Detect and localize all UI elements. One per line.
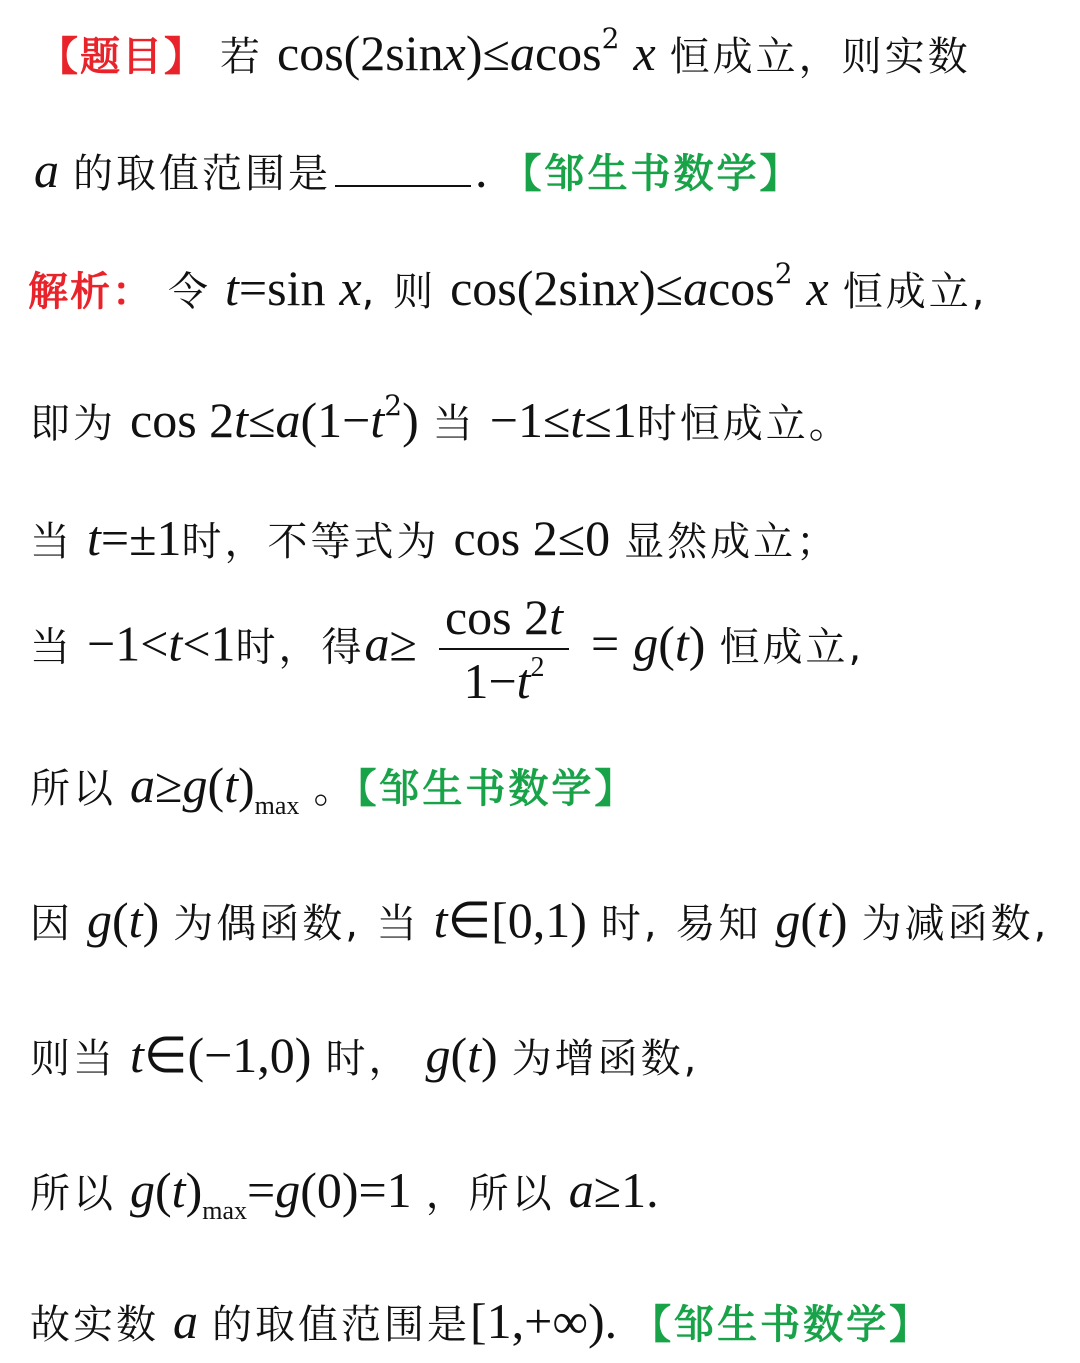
math: ∈[0,1) [447, 892, 587, 948]
math: cos 2 [130, 392, 235, 448]
math-var: t [87, 510, 101, 566]
math: = [591, 615, 620, 672]
text: 所以 [30, 766, 116, 812]
solution-line-2 [30, 389, 1080, 448]
brand-tag: 【邹生书数学】 [631, 1302, 933, 1348]
text: 为增函数, [511, 1036, 700, 1082]
math-var: t [224, 757, 239, 813]
math-var: t [171, 1162, 186, 1218]
math-var: t [570, 392, 585, 448]
math-var: a [34, 142, 59, 198]
solution-line-9 [30, 1293, 1080, 1349]
math: 1− [463, 653, 517, 709]
math: ( [658, 615, 675, 672]
math: . [475, 142, 488, 198]
math-var: a [364, 615, 390, 672]
fraction-numerator [439, 589, 569, 650]
superscript: 2 [384, 389, 403, 422]
math: [1,+∞). [470, 1293, 618, 1349]
math-var: t [234, 392, 249, 448]
text: 当 [30, 624, 73, 671]
solution-line-5 [30, 757, 1080, 820]
math: )≤ [638, 260, 684, 316]
text: 则当 [30, 1036, 116, 1082]
solution-label: 解析： [28, 269, 154, 315]
math: ) [830, 892, 848, 948]
problem-label: 【题目】 [38, 34, 206, 80]
text: 所以 [30, 1171, 116, 1217]
math: ( [800, 892, 818, 948]
math-var: t [467, 1027, 482, 1083]
math-var: t [549, 589, 564, 645]
text: 恒成立，则实数 [669, 34, 971, 80]
math: ) [238, 757, 255, 813]
text: 恒成立, [719, 624, 865, 671]
superscript: 2 [530, 652, 545, 683]
text: 时, 易知 [600, 901, 762, 947]
math-var: a [683, 260, 709, 316]
math-var: t [225, 260, 239, 316]
text: 当 [30, 519, 73, 565]
math-var: g [87, 892, 112, 948]
math-var: x [616, 260, 639, 316]
math: ) [185, 1162, 203, 1218]
text: 时， [325, 1036, 412, 1082]
brand-tag: 【邹生书数学】 [501, 151, 803, 197]
math-var: g [633, 615, 659, 672]
math-var: a [130, 757, 155, 813]
text: 时，得 [235, 624, 365, 671]
math: ≥ [155, 757, 183, 813]
math: −1< [87, 615, 169, 672]
math-var: a [173, 1293, 198, 1349]
math: cos [534, 25, 602, 81]
math-var: t [130, 1027, 144, 1083]
text: ，所以 [425, 1171, 555, 1217]
text: 。 [313, 766, 357, 812]
subscript: max [254, 791, 300, 820]
math: ( [155, 1162, 172, 1218]
math-var: g [425, 1027, 451, 1083]
solution-line-8 [30, 1162, 1080, 1225]
math: ≤1 [584, 392, 637, 448]
math-var: x [443, 25, 466, 81]
math: ) [142, 892, 160, 948]
math: )≤ [465, 25, 510, 81]
math: cos(2sin [450, 260, 617, 316]
math: ( [207, 757, 225, 813]
math: ≥1. [593, 1162, 659, 1218]
math: (0)=1 [300, 1162, 412, 1218]
math-var: t [370, 392, 385, 448]
math-var: t [516, 653, 531, 709]
answer-blank [335, 151, 471, 187]
math: ≥ [389, 615, 417, 672]
subscript: max [202, 1196, 247, 1225]
math: cos(2sin [277, 25, 444, 81]
text: 的取值范围是 [73, 151, 331, 197]
problem-line-1 [38, 22, 1080, 81]
text: , 则 [361, 269, 437, 315]
math: <1 [182, 615, 236, 672]
math-var: g [275, 1162, 301, 1218]
solution-line-1 [28, 257, 1080, 316]
math: =±1 [100, 510, 182, 566]
text: 为偶函数, 当 [173, 901, 420, 947]
math: −1≤ [489, 392, 571, 448]
text: 即为 [30, 401, 116, 447]
math-var: t [674, 615, 689, 672]
fraction-denominator [439, 650, 569, 709]
math: ) [688, 615, 706, 672]
math: ) [481, 1027, 498, 1083]
math-var: a [509, 25, 535, 81]
brand-tag: 【邹生书数学】 [356, 766, 638, 812]
math-var: t [168, 615, 183, 672]
superscript: 2 [601, 22, 620, 55]
solution-line-3 [30, 510, 1080, 566]
math: ( [450, 1027, 468, 1083]
text: 当 [432, 401, 476, 447]
math-var: g [182, 757, 208, 813]
math: cos [708, 260, 775, 316]
solution-line-7 [30, 1027, 1080, 1083]
text: 时恒成立。 [636, 401, 852, 447]
math: =sin [238, 260, 326, 316]
fraction [439, 589, 569, 709]
solution-line-6 [30, 892, 1080, 948]
problem-line-2 [34, 142, 1080, 198]
text: 令 [168, 269, 211, 315]
text: 恒成立, [842, 269, 988, 315]
math: = [246, 1162, 276, 1218]
math: cos 2 [444, 589, 550, 645]
math-var: t [433, 892, 448, 948]
text: 时，不等式为 [181, 519, 440, 565]
text: 的取值范围是 [212, 1302, 470, 1348]
text: 若 [220, 34, 263, 80]
text: 故实数 [30, 1302, 159, 1348]
text: 为减函数, [861, 901, 1050, 947]
math-var: t [817, 892, 831, 948]
math: ∈(−1,0) [143, 1027, 312, 1083]
math-var: a [568, 1162, 594, 1218]
math-var: x [806, 260, 829, 316]
math-var: x [633, 25, 656, 81]
math-var: g [130, 1162, 155, 1218]
math-var: x [339, 260, 362, 316]
solution-line-4 [30, 589, 1080, 709]
text: 显然成立； [624, 519, 840, 565]
math: ( [112, 892, 129, 948]
math-var: a [275, 392, 301, 448]
math-var: g [775, 892, 801, 948]
math: cos 2≤0 [453, 510, 611, 566]
math: (1− [300, 392, 371, 448]
math: ≤ [248, 392, 276, 448]
text: 因 [30, 901, 73, 947]
math-var: t [128, 892, 143, 948]
math: ) [402, 392, 419, 448]
superscript: 2 [774, 257, 793, 290]
